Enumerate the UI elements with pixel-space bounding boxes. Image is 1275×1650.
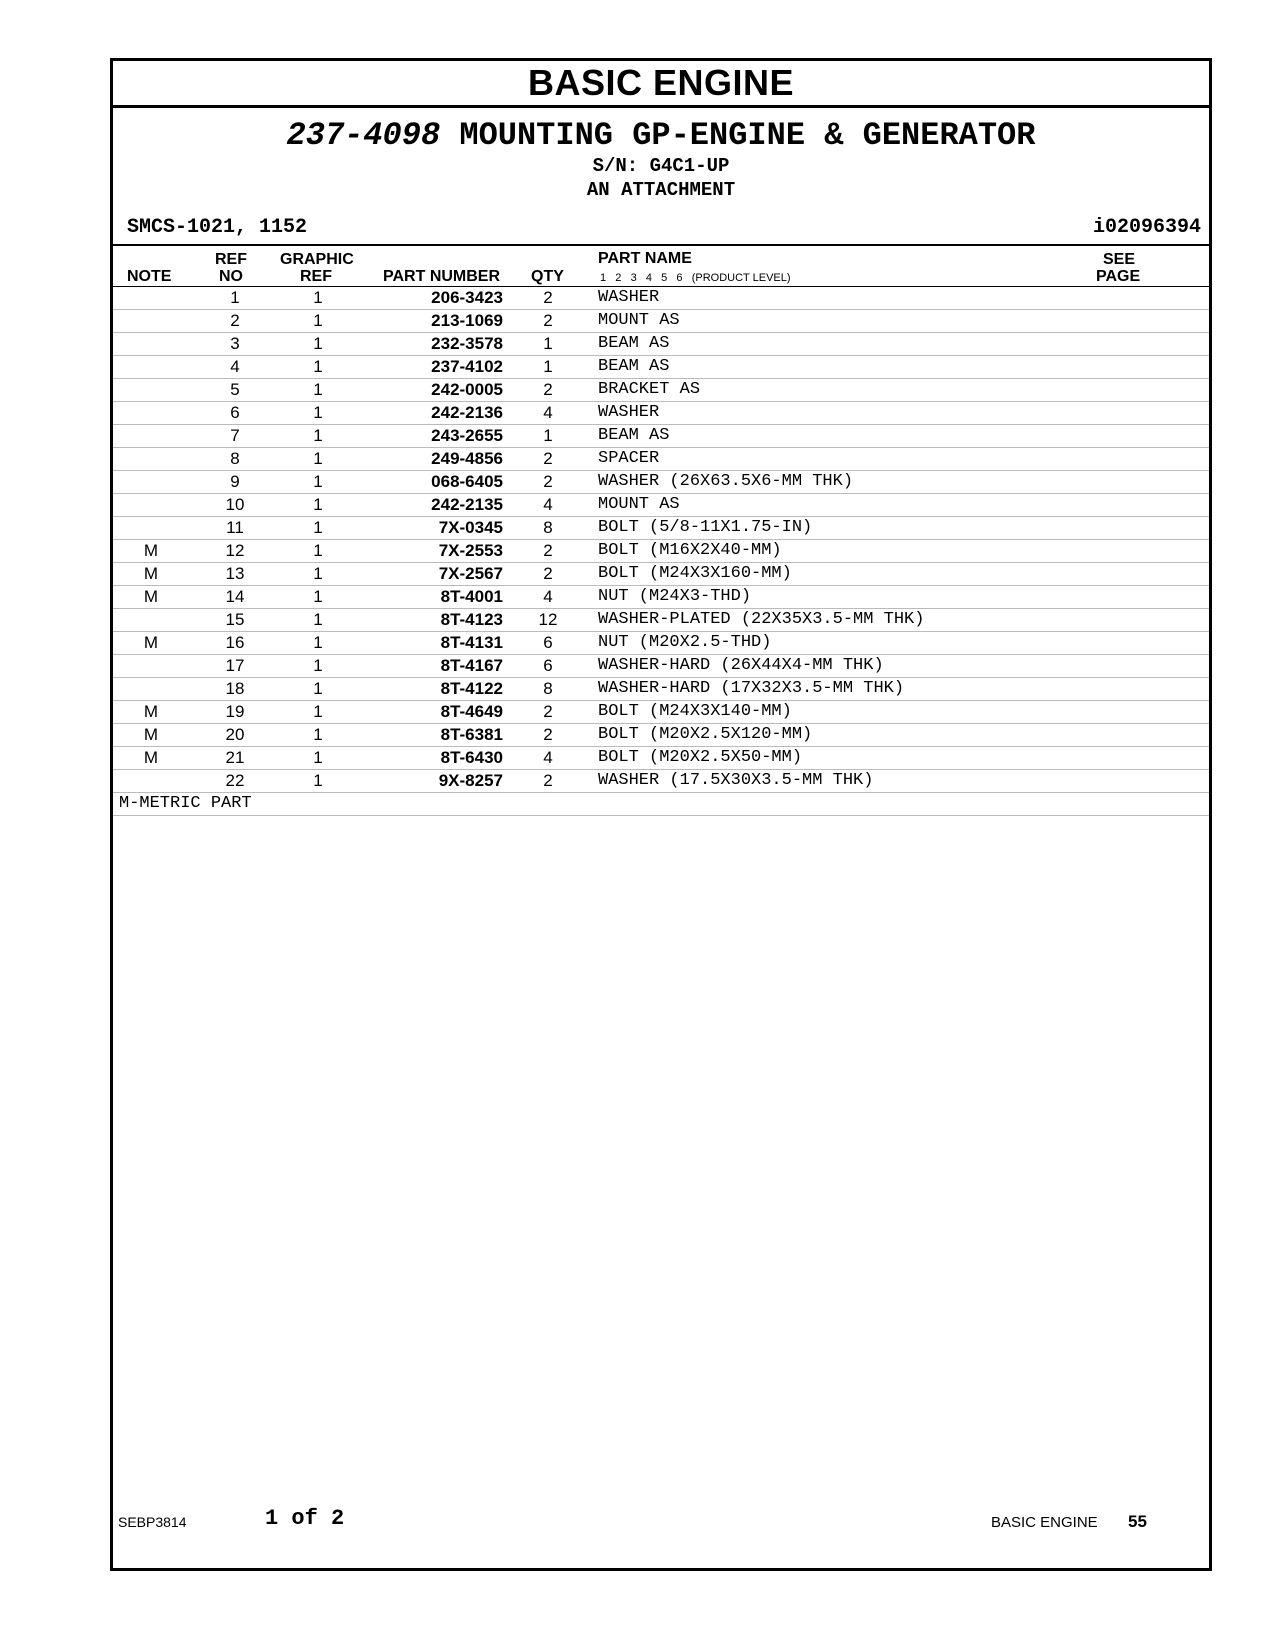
qty-cell: 2 [543,449,553,468]
part-number-cell: 243-2655 [431,426,503,445]
ref-no-cell: 11 [226,518,244,537]
header-graphic-top: GRAPHIC [280,251,354,268]
qty-cell: 2 [543,288,553,307]
note-cell: M [143,564,159,583]
header-ref-top: REF [215,251,247,268]
ref-no-cell: 16 [225,633,245,652]
graphic-ref-cell: 1 [313,610,323,629]
ref-no-cell: 18 [225,679,245,698]
part-number-cell: 232-3578 [431,334,503,353]
part-number-cell: 8T-4649 [440,702,503,721]
part-name-cell: SPACER [598,449,660,468]
part-number-cell: 8T-6430 [440,748,503,767]
ref-no-cell: 21 [225,748,245,767]
graphic-ref-cell: 1 [313,656,323,675]
header-note: NOTE [127,268,172,285]
header-qty: QTY [531,268,564,285]
part-number-cell: 9X-8257 [438,771,503,790]
ref-no-cell: 17 [225,656,245,675]
graphic-ref-cell: 1 [313,725,323,744]
part-number-cell: 206-3423 [431,288,503,307]
qty-cell: 2 [543,564,553,583]
group-name: MOUNTING GP-ENGINE & GENERATOR [459,117,1036,154]
qty-cell: 2 [543,311,553,330]
ref-no-cell: 1 [230,288,240,307]
qty-cell: 1 [543,426,553,445]
qty-cell: 2 [543,702,553,721]
qty-cell: 2 [543,725,553,744]
graphic-ref-cell: 1 [313,334,323,353]
graphic-ref-cell: 1 [313,679,323,698]
footer-section: BASIC ENGINE [991,1514,1098,1531]
graphic-ref-cell: 1 [313,495,323,514]
part-number-cell: 242-2135 [431,495,503,514]
table-row [113,747,1209,770]
part-number-cell: 8T-4123 [440,610,503,629]
graphic-ref-cell: 1 [313,311,323,330]
ref-no-cell: 5 [230,380,240,399]
graphic-ref-cell: 1 [313,541,323,560]
header-part-number: PART NUMBER [383,268,501,285]
part-name-cell: BOLT (5/8-11X1.75-IN) [598,518,813,537]
qty-cell: 12 [538,610,558,629]
part-number-cell: 7X-0345 [438,518,503,537]
part-number-cell: 8T-4131 [440,633,503,652]
qty-cell: 1 [543,334,553,353]
header-see-bottom: PAGE [1096,268,1141,285]
table-row [113,770,1209,793]
table-row [113,471,1209,494]
part-number-cell: 8T-4167 [440,656,503,675]
header-product-levels: 1 2 3 4 5 6 (PRODUCT LEVEL) [600,272,791,284]
ref-no-cell: 19 [225,702,245,721]
part-name-cell: BOLT (M24X3X160-MM) [598,564,792,583]
part-number-cell: 242-2136 [431,403,503,422]
table-row [113,517,1209,540]
graphic-ref-cell: 1 [313,564,323,583]
serial-number: S/N: G4C1-UP [592,155,730,177]
graphic-ref-cell: 1 [313,449,323,468]
table-row [113,678,1209,701]
table-row [113,632,1209,655]
qty-cell: 8 [543,518,553,537]
ref-no-cell: 12 [225,541,245,560]
graphic-ref-cell: 1 [313,748,323,767]
table-header [113,246,1209,287]
part-name-cell: WASHER-HARD (26X44X4-MM THK) [598,656,884,675]
note-cell: M [143,633,159,652]
table-row [113,356,1209,379]
part-name-cell: NUT (M20X2.5-THD) [598,633,772,652]
table-row [113,287,1209,310]
part-name-cell: BRACKET AS [598,380,701,399]
ref-no-cell: 20 [225,725,245,744]
ref-no-cell: 9 [230,472,240,491]
note-cell: M [143,702,159,721]
table-row [113,724,1209,747]
part-number-cell: 8T-4122 [440,679,503,698]
graphic-ref-cell: 1 [313,426,323,445]
part-number-cell: 7X-2553 [438,541,503,560]
part-name-cell: WASHER-HARD (17X32X3.5-MM THK) [598,679,905,698]
group-number: 237-4098 [286,117,441,154]
header-ref-bottom: NO [219,268,243,285]
qty-cell: 1 [543,357,553,376]
qty-cell: 2 [543,771,553,790]
table-row [113,586,1209,609]
parts-table-body [113,287,1209,793]
qty-cell: 6 [543,656,553,675]
table-row [113,655,1209,678]
ref-no-cell: 2 [230,311,240,330]
part-name-cell: BOLT (M24X3X140-MM) [598,702,792,721]
part-name-cell: BEAM AS [598,334,670,353]
graphic-ref-cell: 1 [313,357,323,376]
smcs-row [113,214,1209,246]
table-row [113,425,1209,448]
graphic-ref-cell: 1 [313,472,323,491]
note-cell: M [143,587,159,606]
note-cell: M [143,748,159,767]
page-title [113,118,1209,154]
part-number-cell: 242-0005 [431,380,503,399]
part-name-cell: WASHER (26X63.5X6-MM THK) [598,472,854,491]
qty-cell: 2 [543,472,553,491]
qty-cell: 4 [543,587,553,606]
header-graphic-bottom: REF [300,268,332,285]
qty-cell: 4 [543,495,553,514]
graphic-ref-cell: 1 [313,587,323,606]
part-name-cell: BEAM AS [598,357,670,376]
table-row [113,563,1209,586]
part-name-cell: WASHER (17.5X30X3.5-MM THK) [598,771,874,790]
part-number-cell: 8T-6381 [440,725,503,744]
qty-cell: 2 [543,541,553,560]
page-frame [110,58,1212,1571]
ref-no-cell: 6 [230,403,240,422]
qty-cell: 8 [543,679,553,698]
table-row [113,448,1209,471]
graphic-ref-cell: 1 [313,702,323,721]
table-row [113,494,1209,517]
smcs-codes: SMCS-1021, 1152 [127,216,308,239]
part-name-cell: MOUNT AS [598,495,680,514]
page-footer [0,1500,1275,1540]
ref-no-cell: 14 [225,587,245,606]
graphic-ref-cell: 1 [313,380,323,399]
graphic-ref-cell: 1 [313,403,323,422]
graphic-ref-cell: 1 [313,771,323,790]
part-number-cell: 249-4856 [431,449,503,468]
graphic-ref-cell: 1 [313,288,323,307]
note-cell: M [143,725,159,744]
footer-doc-number: SEBP3814 [118,1514,187,1530]
part-number-cell: 068-6405 [431,472,503,491]
part-number-cell: 237-4102 [431,357,503,376]
part-name-cell: WASHER-PLATED (22X35X3.5-MM THK) [598,610,925,629]
table-row [113,402,1209,425]
table-row [113,540,1209,563]
graphic-ref-cell: 1 [313,633,323,652]
footer-page-number: 55 [1128,1512,1147,1531]
header-part-name: PART NAME [598,250,692,267]
section-banner: BASIC ENGINE [113,61,1209,108]
document-id: i02096394 [1092,216,1201,239]
note-cell: M [143,541,159,560]
part-name-cell: BEAM AS [598,426,670,445]
qty-cell: 4 [543,748,553,767]
part-name-cell: WASHER [598,403,660,422]
ref-no-cell: 4 [230,357,240,376]
part-number-cell: 7X-2567 [438,564,503,583]
part-number-cell: 213-1069 [431,311,503,330]
ref-no-cell: 15 [225,610,245,629]
ref-no-cell: 3 [230,334,240,353]
table-row [113,609,1209,632]
part-name-cell: NUT (M24X3-THD) [598,587,752,606]
qty-cell: 6 [543,633,553,652]
qty-cell: 2 [543,380,553,399]
footer-page-of: 1 of 2 [265,1506,345,1531]
header-see-top: SEE [1103,251,1136,268]
part-name-cell: BOLT (M20X2.5X120-MM) [598,725,813,744]
part-name-cell: BOLT (M20X2.5X50-MM) [598,748,803,767]
ref-no-cell: 10 [225,495,245,514]
ref-no-cell: 13 [225,564,245,583]
ref-no-cell: 7 [230,426,240,445]
part-number-cell: 8T-4001 [440,587,503,606]
part-name-cell: BOLT (M16X2X40-MM) [598,541,782,560]
table-row [113,379,1209,402]
metric-footnote: M-METRIC PART [113,793,1209,816]
part-name-cell: MOUNT AS [598,311,680,330]
graphic-ref-cell: 1 [313,518,323,537]
part-name-cell: WASHER [598,288,660,307]
ref-no-cell: 8 [230,449,240,468]
ref-no-cell: 22 [225,771,245,790]
table-row [113,310,1209,333]
table-row [113,701,1209,724]
attachment-label: AN ATTACHMENT [586,179,736,201]
qty-cell: 4 [543,403,553,422]
table-row [113,333,1209,356]
